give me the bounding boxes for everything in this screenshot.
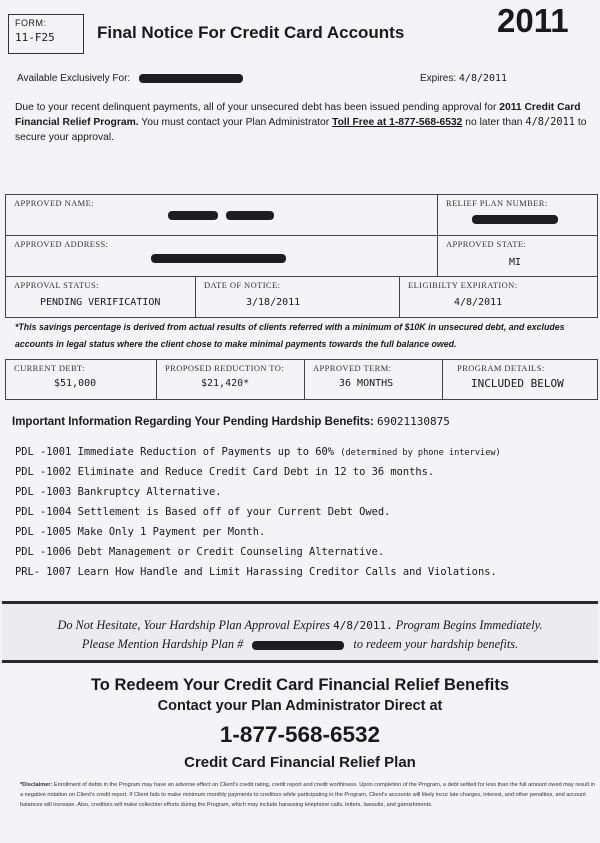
- deadline-date: 4/8/2011: [525, 116, 576, 128]
- approval-status-value: PENDING VERIFICATION: [40, 297, 161, 308]
- program-details-cell: [443, 360, 597, 399]
- approved-name-cell: [6, 195, 438, 235]
- benefit-item: PDL -1006 Debt Management or Credit Counseling Alternative.: [15, 546, 385, 558]
- hardship-number: 69021130875: [377, 415, 450, 428]
- expiry-banner: [2, 601, 598, 663]
- date-of-notice-label: DATE OF NOTICE:: [204, 280, 281, 290]
- relief-plan-cell: [438, 195, 597, 235]
- redeem-heading: To Redeem Your Credit Card Financial Relief Benefits: [90, 676, 510, 694]
- eligibility-value: 4/8/2011: [454, 297, 503, 308]
- approved-state-label: APPROVED STATE:: [446, 239, 527, 249]
- expires: [420, 73, 507, 84]
- intro-text-2: You must contact your Plan Administrator: [141, 117, 330, 128]
- available-for: [17, 73, 243, 84]
- expires-value: 4/8/2011: [458, 73, 508, 84]
- relief-plan-label: RELIEF PLAN NUMBER:: [446, 198, 548, 208]
- approved-term-cell: [305, 360, 443, 399]
- toll-free-number: Toll Free at 1-877-568-6532: [332, 117, 463, 128]
- approved-term-value: 36 MONTHS: [339, 378, 394, 389]
- hardship-heading-text: Important Information Regarding Your Pending Hardship Benefits:: [12, 416, 374, 428]
- redacted-name-2: [226, 211, 274, 220]
- approval-row-status: [5, 276, 598, 318]
- date-of-notice-value: 3/18/2011: [246, 297, 301, 308]
- redacted-recipient: [139, 74, 243, 83]
- redacted-name-1: [168, 211, 218, 220]
- approval-status-label: APPROVAL STATUS:: [14, 280, 99, 290]
- banner-line-2: Please Mention Hardship Plan # to redeem your hardship benefits.: [81, 637, 519, 651]
- current-debt-value: $51,000: [54, 378, 97, 389]
- approval-status-cell: [6, 277, 196, 317]
- program-details-value: INCLUDED BELOW: [471, 377, 564, 390]
- benefits-list: [15, 444, 597, 584]
- approved-term-label: APPROVED TERM:: [313, 363, 392, 373]
- approved-address-label: APPROVED ADDRESS:: [14, 239, 109, 249]
- program-details-label: PROGRAM DETAILS:: [457, 363, 545, 373]
- intro-text-4: to secure your approval.: [15, 117, 587, 143]
- expires-label: Expires:: [420, 73, 457, 84]
- debt-row: [5, 359, 598, 400]
- proposed-reduction-cell: [157, 360, 305, 399]
- eligibility-label: ELIGIBILTY EXPIRATION:: [408, 280, 518, 290]
- benefit-item: PDL -1003 Bankruptcy Alternative.: [15, 486, 222, 498]
- disclaimer: [20, 780, 595, 810]
- form-code-box: [8, 14, 84, 54]
- savings-note: *This savings percentage is derived from actual results of clients referred with a minimum of $10K in unsecured debt, and excludes accounts in legal status where the client chose to make minimal payments towards the full balance owed.: [15, 322, 565, 349]
- approval-row-name: [5, 194, 598, 236]
- hardship-heading: [12, 415, 450, 428]
- date-of-notice-cell: [196, 277, 400, 317]
- approved-name-label: APPROVED NAME:: [14, 198, 94, 208]
- benefit-item: PDL -1004 Settlement is Based off of your Current Debt Owed.: [15, 506, 391, 518]
- program-name: 2011 Credit Card Financial Relief Program.: [15, 102, 581, 128]
- form-code: 11-F25: [15, 31, 55, 44]
- benefit-item: PDL -1002 Eliminate and Reduce Credit Card Debt in 12 to 36 months.: [15, 466, 435, 478]
- intro-text-1: Due to your recent delinquent payments, all of your unsecured debt has been issued pending approval for: [15, 102, 497, 113]
- current-debt-label: CURRENT DEBT:: [14, 363, 85, 373]
- plan-name: Credit Card Financial Relief Plan: [184, 754, 416, 771]
- intro-paragraph: [15, 100, 590, 145]
- approved-state-cell: [438, 236, 597, 276]
- available-label: Available Exclusively For:: [17, 73, 131, 84]
- current-debt-cell: [6, 360, 157, 399]
- proposed-reduction-value: $21,420*: [201, 378, 250, 389]
- approved-state-value: MI: [509, 257, 522, 268]
- redacted-address: [151, 254, 286, 263]
- approved-address-cell: [6, 236, 438, 276]
- contact-line: Contact your Plan Administrator Direct at: [157, 698, 443, 714]
- disclaimer-label: *Disclaimer:: [20, 782, 53, 788]
- banner-line-1: Do Not Hesitate, Your Hardship Plan Approval Expires 4/8/2011. Program Begins Immediately.: [57, 618, 543, 632]
- disclaimer-text: Enrollment of debts in the Program may have an adverse effect on Client's credit rating, credit report and credit worthiness. Upon completion of the Program, a debt settled for less than the full amount owed may result in a negative notation on Client's credit report. If Client fails to make minimum monthly payments to creditors while participating in the Program, Client's accounts will likely incur late charges, interest, and other penalties, and account balances will increase. Also, creditors will make collection efforts during the Program, which may include harassing telephone calls, letters, lawsuits, and garnishments.: [20, 782, 595, 808]
- redacted-plan-number: [472, 215, 558, 224]
- year-label: 2011: [497, 2, 569, 39]
- benefit-item: PDL -1001 Immediate Reduction of Payments up to 60% (determined by phone interview): [15, 446, 501, 458]
- benefit-item: PRL- 1007 Learn How Handle and Limit Harassing Creditor Calls and Violations.: [15, 566, 497, 578]
- approval-row-address: [5, 235, 598, 277]
- page-title: Final Notice For Credit Card Accounts: [97, 23, 405, 42]
- phone-number: 1-877-568-6532: [219, 722, 381, 747]
- intro-text-3: no later than: [465, 117, 523, 128]
- form-label: FORM:: [15, 18, 47, 28]
- eligibility-cell: [400, 277, 597, 317]
- redacted-hardship-plan: [252, 641, 344, 650]
- proposed-reduction-label: PROPOSED REDUCTION TO:: [165, 363, 285, 373]
- benefit-item: PDL -1005 Make Only 1 Payment per Month.: [15, 526, 266, 538]
